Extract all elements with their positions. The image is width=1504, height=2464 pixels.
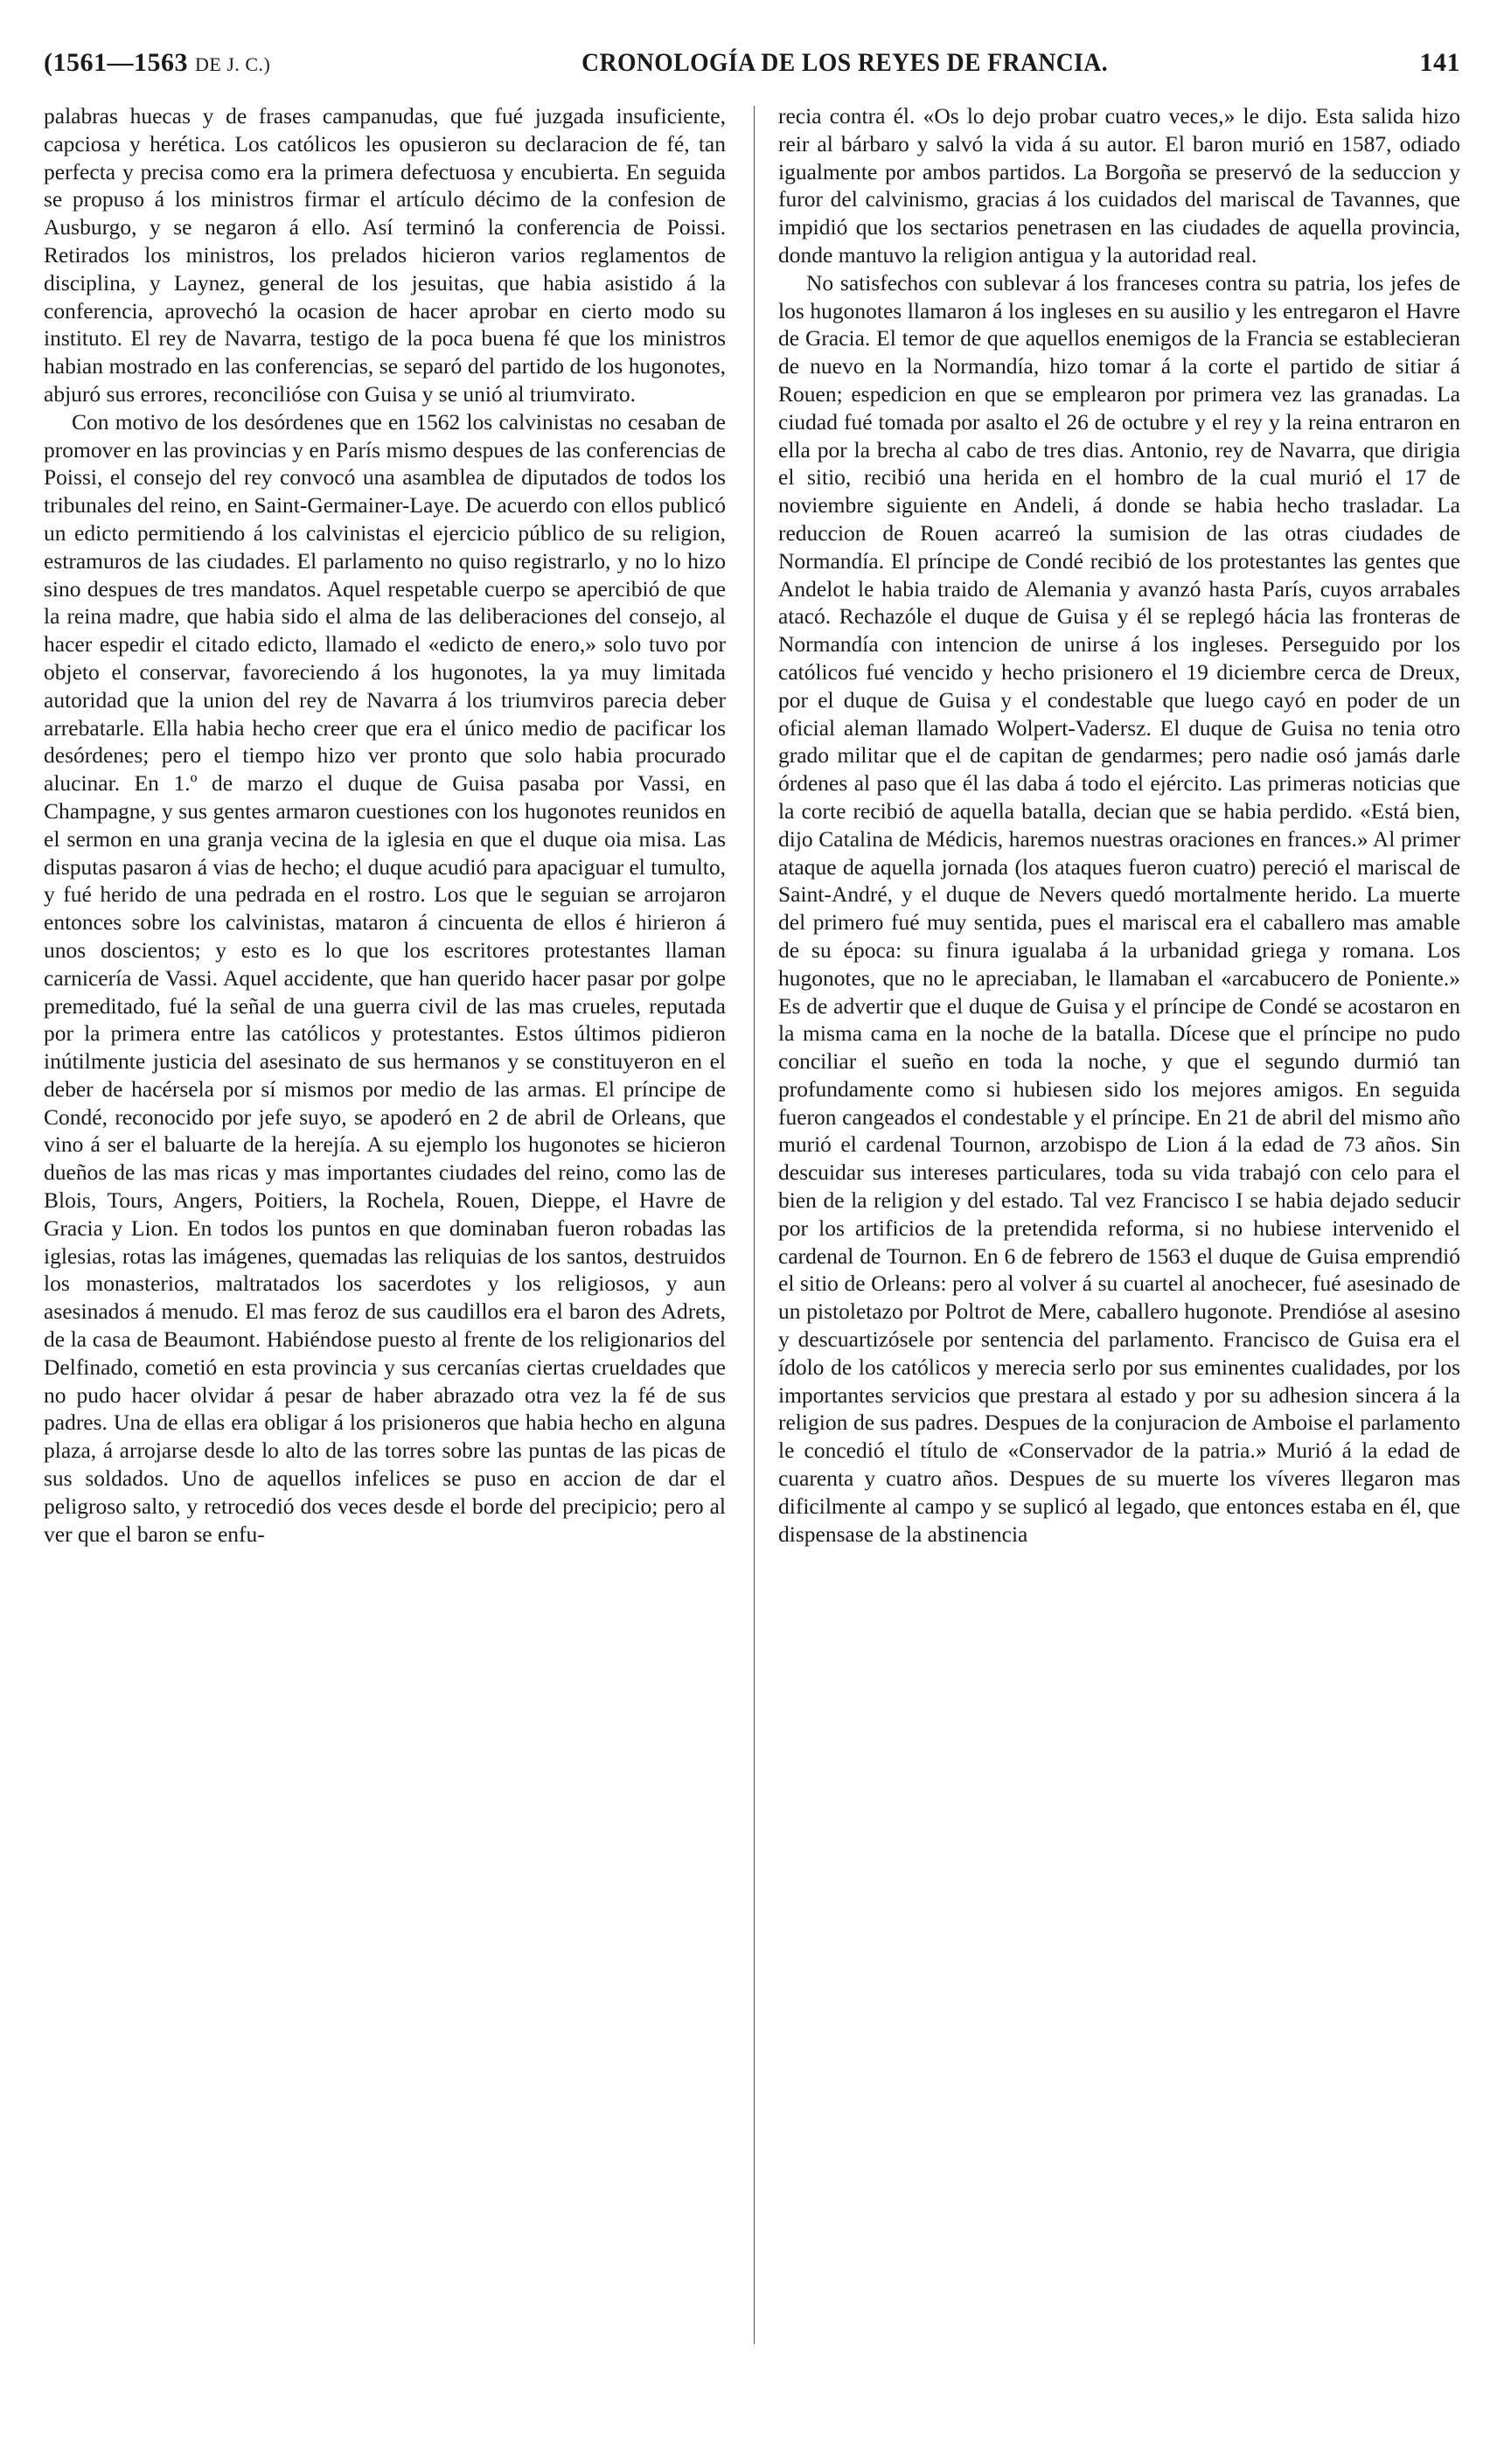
- header-date-range: (1561—1563 DE J. C.): [44, 48, 271, 77]
- paragraph: No satisfechos con sublevar á los franceses contra su patria, los jefes de los hugonotes llamaron á los ingleses en su ausilio y les entregaron el Havre de Gracia. El temor de que aquellos enemigos de la Francia se establecieran de nuevo en la Normandía, hizo tomar á la corte el partido de sitiar á Rouen; espedicion en que se emplearon por primera vez las granadas. La ciudad fué tomada por asalto el 26 de octubre y el rey y la reina entraron en ella por la brecha al cabo de tres dias. Antonio, rey de Navarra, que dirigia el sitio, recibió una herida en el hombro de la cual murió el 17 de noviembre siguiente en Andeli, á donde se habia hecho trasladar. La reduccion de Rouen acarreó la sumision de las otras ciudades de Normandía. El príncipe de Condé recibió de los protestantes las gentes que Andelot le habia traido de Alemania y avanzó hasta París, cuyos arrabales atacó. Rechazóle el duque de Guisa y él se replegó hácia las fronteras de Normandía con intencion de unirse á los ingleses. Perseguido por los católicos fué vencido y hecho prisionero el 19 diciembre cerca de Dreux, por el duque de Guisa y el condestable que luego cayó en poder de un oficial aleman llamado Wolpert-Vadersz. El duque de Guisa no tenia otro grado militar que el de capitan de gendarmes; pero nadie osó jamás darle órdenes al paso que él las daba á todo el ejército. Las primeras noticias que la corte recibió de aquella batalla, decian que se habia perdido. «Está bien, dijo Catalina de Médicis, haremos nuestras oraciones en frances.» Al primer ataque de aquella jornada (los ataques fueron cuatro) pereció el mariscal de Saint-André, y el duque de Nevers quedó mortalmente herido. La muerte del primero fué muy sentida, pues el mariscal era el caballero mas amable de su época: su finura igualaba á la urbanidad griega y romana. Los hugonotes, que no le apreciaban, le llamaban el «arcabucero de Poniente.» Es de advertir que el duque de Guisa y el príncipe de Condé se acostaron en la misma cama en la noche de la batalla. Dícese que el príncipe no pudo conciliar el sueño en toda la noche, y que el segundo durmió tan profundamente como si hubiesen sido los mejores amigos. En seguida fueron cangeados el condestable y el príncipe. En 21 de abril del mismo año murió el cardenal Tournon, arzobispo de Lion á la edad de 73 años. Sin descuidar sus intereses particulares, toda su vida trabajó con celo para el bien de la religion y del estado. Tal vez Francisco I se habia dejado seducir por los artificios de la pretendida reforma, si no hubiese intervenido el cardenal de Tournon. En 6 de febrero de 1563 el duque de Guisa emprendió el sitio de Orleans: pero al volver á su cuartel al anochecer, fué asesinado de un pistoletazo por Poltrot de Mere, caballero hugonote. Prendióse al asesino y descuartizósele por sentencia del parlamento. Francisco de Guisa era el ídolo de los católicos y merecia serlo por sus eminentes cualidades, por los importantes servicios que prestara al estado y por su adhesion sincera á la religion de sus padres. Despues de la conjuracion de Amboise el parlamento le concedió el título de «Conservador de la patria.» Murió á la edad de cuarenta y cuatro años. Despues de su muerte los víveres llegaron mas dificilmente al campo y se suplicó al legado, que entonces estaba en él, que dispensase de la abstinencia: [778, 269, 1460, 1547]
- header-title: CRONOLOGÍA DE LOS REYES DE FRANCIA.: [581, 48, 1109, 77]
- right-column: [778, 102, 1460, 1548]
- column-divider: [754, 106, 755, 2344]
- running-header: [44, 48, 1460, 83]
- page-number: 141: [1419, 48, 1460, 77]
- page: [44, 48, 1460, 2391]
- paragraph: Con motivo de los desórdenes que en 1562 los calvinistas no cesaban de promover en las provincias y en París mismo despues de las conferencias de Poissi, el consejo del rey convocó una asamblea de diputados de todos los tribunales del reino, en Saint-Germainer-Laye. De acuerdo con ellos publicó un edicto permitiendo á los calvinistas el ejercicio público de su religion, estramuros de las ciudades. El parlamento no quiso registrarlo, y no lo hizo sino despues de tres mandatos. Aquel respetable cuerpo se apercibió de que la reina madre, que habia sido el alma de las deliberaciones del consejo, al hacer espedir el citado edicto, llamado el «edicto de enero,» solo tuvo por objeto el conservar, favoreciendo á los hugonotes, la ya muy limitada autoridad que la union del rey de Navarra á los triumviros parecia deber arrebatarle. Ella habia hecho creer que era el único medio de pacificar los desórdenes; pero el tiempo hizo ver pronto que solo habia procurado alucinar. En 1.º de marzo el duque de Guisa pasaba por Vassi, en Champagne, y sus gentes armaron cuestiones con los hugonotes reunidos en el sermon en una granja vecina de la iglesia en que el duque oia misa. Las disputas pasaron á vias de hecho; el duque acudió para apaciguar el tumulto, y fué herido de una pedrada en el rostro. Los que le seguian se arrojaron entonces sobre los calvinistas, mataron á cincuenta de ellos é hirieron á unos doscientos; y esto es lo que los escritores protestantes llaman carnicería de Vassi. Aquel accidente, que han querido hacer pasar por golpe premeditado, fué la señal de una guerra civil de las mas crueles, reputada por la primera entre las católicos y protestantes. Estos últimos pidieron inútilmente justicia del asesinato de sus hermanos y se constituyeron en el deber de hacérsela por sí mismos por medio de las armas. El príncipe de Condé, reconocido por jefe suyo, se apoderó en 2 de abril de Orleans, que vino á ser el baluarte de la herejía. A su ejemplo los hugonotes se hicieron dueños de las mas ricas y mas importantes ciudades del reino, como las de Blois, Tours, Angers, Poitiers, la Rochela, Rouen, Dieppe, el Havre de Gracia y Lion. En todos los puntos en que dominaban fueron robadas las iglesias, rotas las imágenes, quemadas las reliquias de los santos, destruidos los monasterios, maltratados los sacerdotes y los religiosos, y aun asesinados á menudo. El mas feroz de sus caudillos era el baron des Adrets, de la casa de Beaumont. Habiéndose puesto al frente de los religionarios del Delfinado, cometió en esta provincia y sus cercanías ciertas crueldades que no pudo hacer olvidar á pesar de haber abrazado otra vez la fé de sus padres. Una de ellas era obligar á los prisioneros que habia hecho en alguna plaza, á arrojarse desde lo alto de las torres sobre las puntas de las picas de sus soldados. Uno de aquellos infelices se puso en accion de dar el peligroso salto, y retrocedió dos veces desde el borde del precipicio; pero al ver que el baron se enfu-: [44, 408, 726, 1547]
- paragraph: recia contra él. «Os lo dejo probar cuatro veces,» le dijo. Esta salida hizo reir al bárbaro y salvó la vida á su autor. El baron murió en 1587, odiado igualmente por ambos partidos. La Borgoña se preservó de la seduccion y furor del calvinismo, gracias á los cuidados del mariscal de Tavannes, que impidió que los sectarios penetrasen en las ciudades de aquella provincia, donde mantuvo la religion antigua y la autoridad real.: [778, 103, 1460, 268]
- paragraph: palabras huecas y de frases campanudas, que fué juzgada insuficiente, capciosa y herética. Los católicos les opusieron su declaracion de fé, tan perfecta y precisa como era la primera defectuosa y encubierta. En seguida se propuso á los ministros firmar el artículo décimo de la confesion de Ausburgo, y se negaron á ello. Así terminó la conferencia de Poissi. Retirados los ministros, los prelados hicieron varios reglamentos de disciplina, y Laynez, general de los jesuitas, que habia asistido á la conferencia, aprovechó la ocasion de hacer aprobar en cierto modo su instituto. El rey de Navarra, testigo de la poca buena fé que los ministros habian mostrado en las conferencias, se separó del partido de los hugonotes, abjuró sus errores, reconcilióse con Guisa y se unió al triumvirato.: [44, 103, 726, 407]
- left-column: [44, 102, 726, 1548]
